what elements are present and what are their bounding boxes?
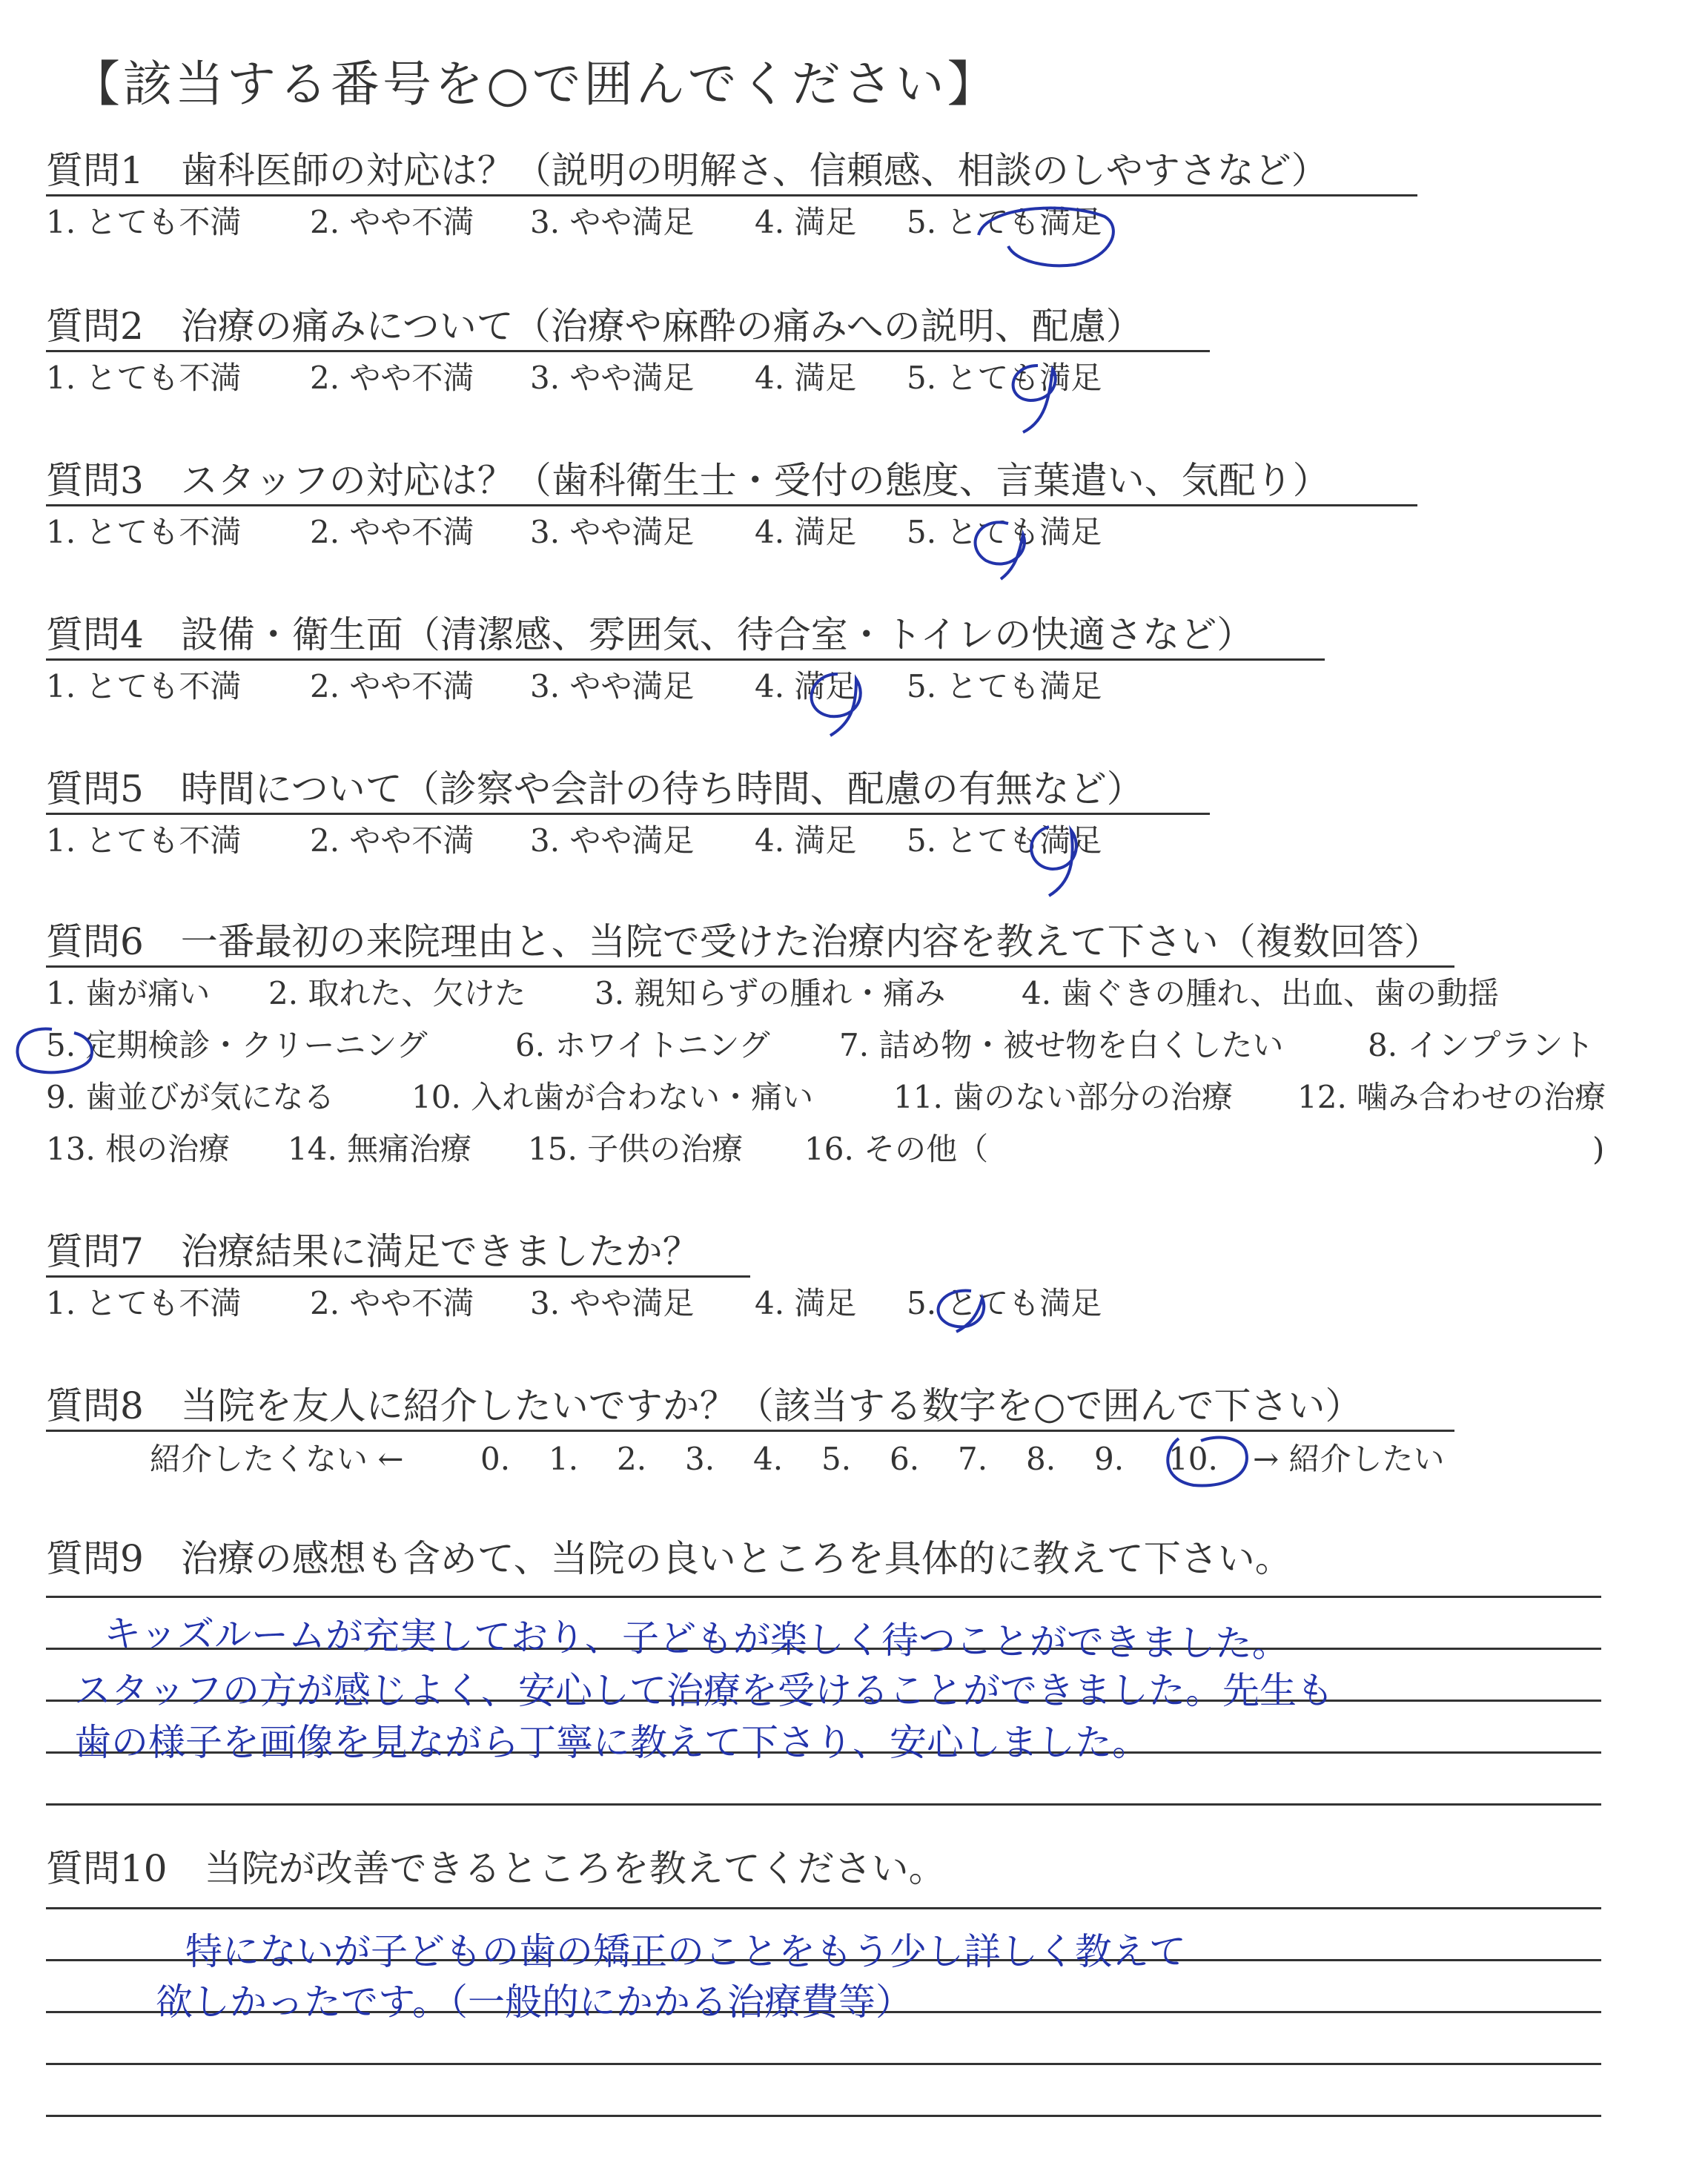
q6-option-6[interactable]: 6. ホワイトニング	[515, 1027, 770, 1063]
q7-title: 質問7 治療結果に満足できましたか？	[46, 1230, 700, 1273]
q8-num-9[interactable]: 9.	[1094, 1441, 1125, 1477]
q4-rule	[46, 658, 1325, 661]
q5-option-5[interactable]: 5. とても満足	[907, 822, 1102, 859]
q2-option-3[interactable]: 3. やや満足	[530, 360, 695, 396]
q8-num-0[interactable]: 0.	[480, 1441, 511, 1477]
q8-num-3[interactable]: 3.	[685, 1441, 715, 1477]
q4-option-5[interactable]: 5. とても満足	[907, 668, 1102, 704]
q6-option-10[interactable]: 10. 入れ歯が合わない・痛い	[411, 1079, 814, 1115]
q3-option-5[interactable]: 5. とても満足	[907, 514, 1102, 550]
q10-writing-line-4	[46, 2063, 1601, 2065]
q8-num-4[interactable]: 4.	[753, 1441, 784, 1477]
q7-option-3[interactable]: 3. やや満足	[530, 1285, 695, 1321]
q6-option-14[interactable]: 14. 無痛治療	[288, 1131, 472, 1167]
q6-option-13[interactable]: 13. 根の治療	[46, 1131, 231, 1167]
q8-num-10[interactable]: 10.	[1168, 1441, 1218, 1477]
q1-option-4[interactable]: 4. 満足	[755, 204, 857, 240]
q9-title: 質問9 治療の感想も含めて、当院の良いところを具体的に教えて下さい。	[46, 1537, 1292, 1580]
q8-num-5[interactable]: 5.	[821, 1441, 852, 1477]
q4-option-2[interactable]: 2. やや不満	[310, 668, 474, 704]
q1-rule	[46, 194, 1417, 196]
q6-option-1[interactable]: 1. 歯が痛い	[46, 975, 211, 1011]
q3-option-2[interactable]: 2. やや不満	[310, 514, 474, 550]
q7-option-2[interactable]: 2. やや不満	[310, 1285, 474, 1321]
q9-answer-line-3[interactable]: 歯の様子を画像を見ながら丁寧に教えて下さり、安心しました。	[74, 1721, 1149, 1764]
q6-option-16[interactable]: 16. その他（	[804, 1131, 989, 1167]
q2-option-4[interactable]: 4. 満足	[755, 360, 857, 396]
q8-num-1[interactable]: 1.	[549, 1441, 579, 1477]
q1-option-1[interactable]: 1. とても不満	[46, 204, 242, 240]
q3-option-3[interactable]: 3. やや満足	[530, 514, 695, 550]
q8-num-2[interactable]: 2.	[617, 1441, 647, 1477]
q7-rule	[46, 1275, 750, 1278]
q9-writing-line-1	[46, 1596, 1601, 1598]
q1-option-2[interactable]: 2. やや不満	[310, 204, 474, 240]
q10-title: 質問10 当院が改善できるところを教えてください。	[46, 1847, 946, 1890]
q4-option-3[interactable]: 3. やや満足	[530, 668, 695, 704]
q8-left-label: 紹介したくない ←	[150, 1441, 404, 1477]
form-heading: 【該当する番号を○で囲んでください】	[71, 56, 999, 113]
q4-option-4[interactable]: 4. 満足	[755, 668, 857, 704]
q5-option-4[interactable]: 4. 満足	[755, 822, 857, 859]
q8-num-6[interactable]: 6.	[890, 1441, 920, 1477]
q6-option-3[interactable]: 3. 親知らずの腫れ・痛み	[595, 975, 946, 1011]
q3-option-1[interactable]: 1. とても不満	[46, 514, 242, 550]
q7-option-4[interactable]: 4. 満足	[755, 1285, 857, 1321]
q10-writing-line-5	[46, 2115, 1601, 2117]
q6-option-12[interactable]: 12. 噛み合わせの治療	[1297, 1079, 1606, 1115]
q6-other-close-paren: )	[1592, 1131, 1605, 1167]
q1-option-5[interactable]: 5. とても満足	[907, 204, 1102, 240]
q9-writing-line-5	[46, 1803, 1601, 1806]
q6-title: 質問6 一番最初の来院理由と、当院で受けた治療内容を教えて下さい（複数回答）	[46, 920, 1441, 963]
q7-option-5[interactable]: 5. とても満足	[907, 1285, 1102, 1321]
q5-option-1[interactable]: 1. とても不満	[46, 822, 242, 859]
q6-option-2[interactable]: 2. 取れた、欠けた	[268, 975, 526, 1011]
q8-num-8[interactable]: 8.	[1026, 1441, 1056, 1477]
q6-option-5[interactable]: 5. 定期検診・クリーニング	[46, 1027, 428, 1063]
q6-option-15[interactable]: 15. 子供の治療	[528, 1131, 744, 1167]
q10-writing-line-1	[46, 1907, 1601, 1909]
q8-right-label: → 紹介したい	[1253, 1441, 1445, 1477]
q2-option-2[interactable]: 2. やや不満	[310, 360, 474, 396]
q4-title: 質問4 設備・衛生面（清潔感、雰囲気、待合室・トイレの快適さなど）	[46, 613, 1254, 656]
q2-option-5[interactable]: 5. とても満足	[907, 360, 1102, 396]
q9-answer-line-2[interactable]: スタッフの方が感じよく、安心して治療を受けることができました。先生も	[74, 1669, 1334, 1712]
q1-title: 質問1 歯科医師の対応は？（説明の明解さ、信頼感、相談のしやすさなど）	[46, 149, 1328, 192]
q3-title: 質問3 スタッフの対応は？（歯科衛生士・受付の態度、言葉遣い、気配り）	[46, 459, 1330, 502]
q6-option-7[interactable]: 7. 詰め物・被せ物を白くしたい	[839, 1027, 1284, 1063]
q6-option-4[interactable]: 4. 歯ぐきの腫れ、出血、歯の動揺	[1022, 975, 1499, 1011]
q7-option-1[interactable]: 1. とても不満	[46, 1285, 242, 1321]
q10-answer-line-2[interactable]: 欲しかったです。（一般的にかかる治療費等）	[156, 1981, 913, 2024]
q2-option-1[interactable]: 1. とても不満	[46, 360, 242, 396]
q6-rule	[46, 965, 1454, 968]
q8-title: 質問8 当院を友人に紹介したいですか？（該当する数字を○で囲んで下さい）	[46, 1384, 1363, 1427]
q3-option-4[interactable]: 4. 満足	[755, 514, 857, 550]
q3-rule	[46, 504, 1417, 506]
q1-option-3[interactable]: 3. やや満足	[530, 204, 695, 240]
q2-title: 質問2 治療の痛みについて（治療や麻酔の痛みへの説明、配慮）	[46, 305, 1143, 348]
q10-answer-line-1[interactable]: 特にないが子どもの歯の矯正のことをもう少し詳しく教えて	[185, 1930, 1186, 1973]
q5-rule	[46, 813, 1210, 815]
q5-option-3[interactable]: 3. やや満足	[530, 822, 695, 859]
q9-answer-line-1[interactable]: キッズルームが充実しており、子どもが楽しく待つことができました。	[103, 1612, 1290, 1665]
q6-option-9[interactable]: 9. 歯並びが気になる	[46, 1079, 335, 1115]
q2-rule	[46, 350, 1210, 352]
q4-option-1[interactable]: 1. とても不満	[46, 668, 242, 704]
q6-option-11[interactable]: 11. 歯のない部分の治療	[893, 1079, 1234, 1115]
q5-title: 質問5 時間について（診察や会計の待ち時間、配慮の有無など）	[46, 767, 1144, 810]
q8-rule	[46, 1430, 1454, 1432]
q8-num-7[interactable]: 7.	[958, 1441, 988, 1477]
q5-option-2[interactable]: 2. やや不満	[310, 822, 474, 859]
q6-option-8[interactable]: 8. インプラント	[1368, 1027, 1595, 1063]
